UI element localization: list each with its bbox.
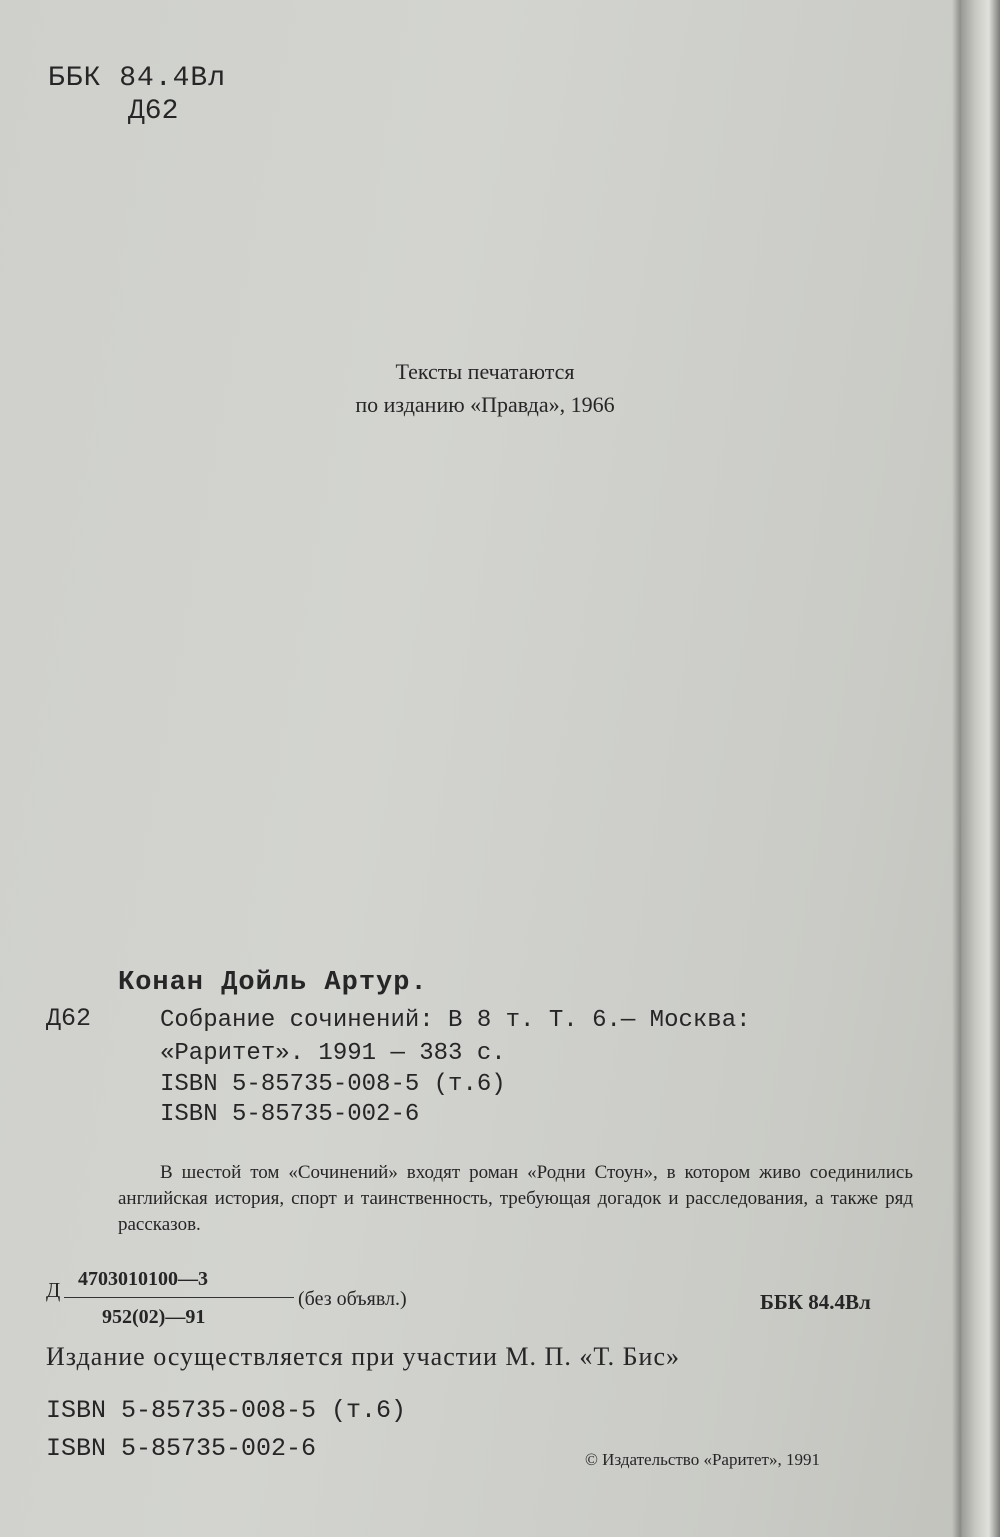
- footer-isbn-set: ISBN 5-85735-002-6: [46, 1434, 317, 1463]
- footer-isbn-list: [46, 1392, 406, 1468]
- catalog-isbn-list: [160, 1070, 506, 1130]
- edition-statement: Издание осуществляется при участии М. П. «Т. Бис»: [46, 1342, 680, 1371]
- footer-isbn-volume: ISBN 5-85735-008-5 (т.6): [46, 1396, 407, 1425]
- index-denominator: 952(02)—91: [102, 1306, 206, 1328]
- index-numerator: 4703010100—3: [78, 1268, 208, 1290]
- notice-line-1: Тексты печатаются: [395, 359, 575, 384]
- bbk-code-top: ББК 84.4Вл: [48, 63, 227, 94]
- biblio-line-1: Собрание сочинений: В 8 т. Т. 6.— Москва:: [160, 1007, 751, 1034]
- author-code-top: Д62: [128, 96, 179, 127]
- copyright: © Издательство «Раритет», 1991: [585, 1450, 820, 1469]
- catalog-isbn-volume: ISBN 5-85735-008-5 (т.6): [160, 1071, 506, 1098]
- annotation: В шестой том «Сочинений» входят роман «Родни Стоун», в котором живо соединились английская история, спорт и таинственность, требующая догадок и расследования, а также ряд рассказов.: [118, 1162, 913, 1235]
- edition-notice: [290, 355, 680, 421]
- catalog-code: Д62: [46, 1004, 92, 1033]
- catalog-isbn-set: ISBN 5-85735-002-6: [160, 1101, 420, 1128]
- notice-line-2: по изданию «Правда», 1966: [355, 392, 615, 417]
- index-prefix: Д: [46, 1278, 61, 1302]
- page-edge: [962, 0, 1000, 1537]
- biblio-line-2: «Раритет». 1991 — 383 с.: [160, 1040, 506, 1067]
- index-note: (без объявл.): [298, 1288, 407, 1310]
- bbk-code-bottom: ББК 84.4Вл: [760, 1290, 871, 1314]
- catalog-bibliography: [160, 1004, 751, 1070]
- index-fraction-line: [64, 1297, 294, 1298]
- catalog-author: Конан Дойль Артур.: [118, 968, 428, 998]
